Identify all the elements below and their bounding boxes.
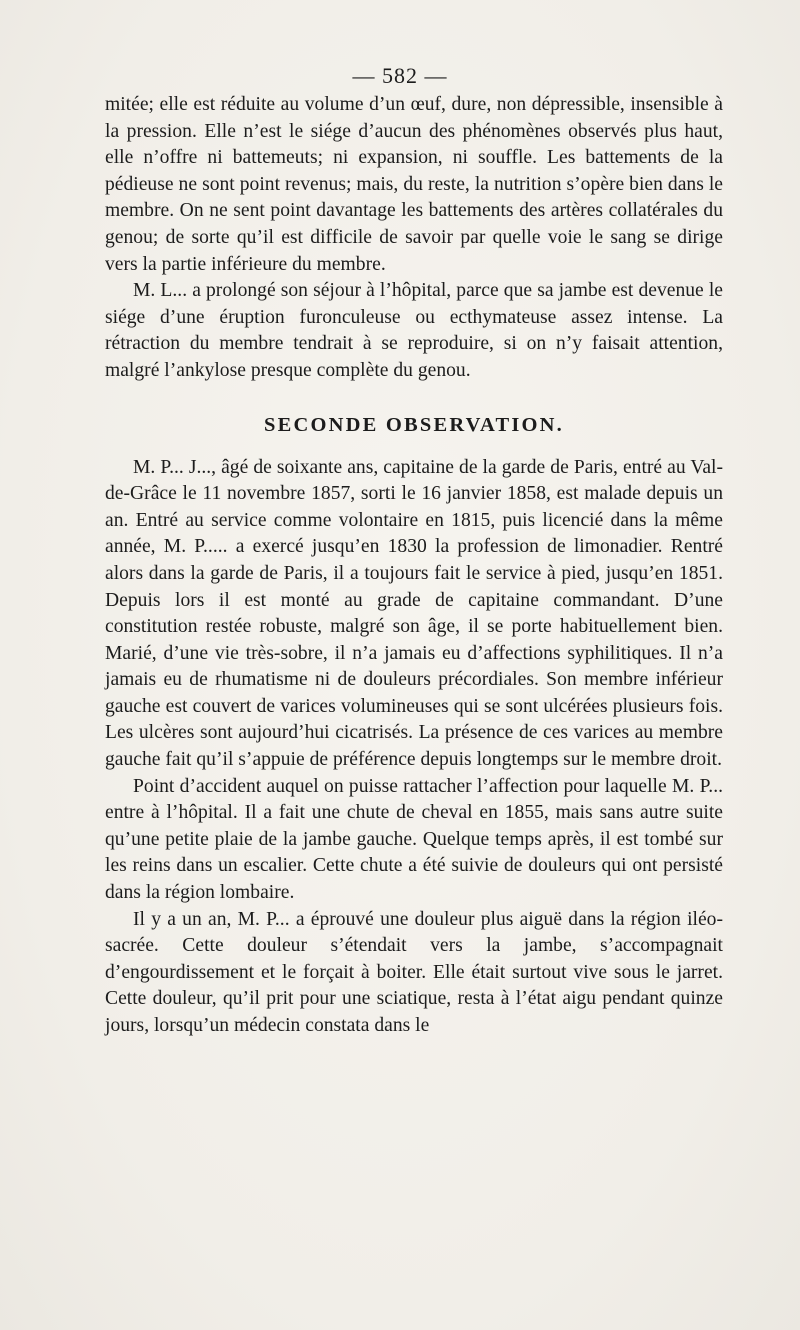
- page-body: [105, 92, 723, 1040]
- paragraph: Il y a un an, M. P... a éprouvé une douleur plus aiguë dans la région iléo-sacrée. Cette douleur s’étendait vers la jambe, s’accompagnait d’engourdissement et le forçait à boiter. Elle était surtout vive sous le jarret. Cette douleur, qu’il prit pour une sciatique, resta à l’état aigu pendant quinze jours, lorsqu’un médecin constata dans le: [105, 908, 723, 1036]
- paragraph: M. L... a prolongé son séjour à l’hôpital, parce que sa jambe est devenue le siége d’une éruption furonculeuse ou ecthymateuse assez intense. La rétraction du membre tendrait à se reproduire, si on n’y faisait attention, malgré l’ankylose presque complète du genou.: [105, 280, 723, 381]
- section-heading: SECONDE OBSERVATION.: [264, 413, 564, 436]
- paragraph: Point d’accident auquel on puisse rattacher l’affection pour laquelle M. P... entre à l’hôpital. Il a fait une chute de cheval en 1855, mais sans autre suite qu’une petite plaie de la jambe gauche. Quelque temps après, il est tombé sur les reins dans un escalier. Cette chute a été suivie de douleurs qui ont persisté dans la région lombaire.: [105, 775, 723, 904]
- paragraph-continued: mitée; elle est réduite au volume d’un œuf, dure, non dépressible, insensible à la pression. Elle n’est le siége d’aucun des phénomènes observés plus haut, elle n’offre ni battemeuts; ni expansion, ni souffle. Les battements de la pédieuse ne sont point revenus; mais, du reste, la nutrition s’opère bien dans le membre. On ne sent point davantage les battements des artères collatérales du genou; de sorte qu’il est difficile de savoir par quelle voie le sang se dirige vers la partie inférieure du membre.: [105, 94, 723, 275]
- paragraph: M. P... J..., âgé de soixante ans, capitaine de la garde de Paris, entré au Val-de-Grâce le 11 novembre 1857, sorti le 16 janvier 1858, est malade depuis un an. Entré au service comme volontaire en 1815, puis licencié dans la même année, M. P..... a exercé jusqu’en 1830 la profession de limonadier. Rentré alors dans la garde de Paris, il a toujours fait le service à pied, jusqu’en 1851. Depuis lors il est monté au grade de capitaine commandant. D’une constitution restée robuste, malgré son âge, il se porte habituellement bien. Marié, d’une vie très-sobre, il n’a jamais eu d’affections syphilitiques. Il n’a jamais eu de rhumatisme ni de douleurs précordiales. Son membre inférieur gauche est couvert de varices volumineuses qui se sont ulcérées plusieurs fois. Les ulcères sont aujourd’hui cicatrisés. La présence de ces varices au membre gauche fait qu’il s’appuie de préférence depuis longtemps sur le membre droit.: [105, 456, 723, 771]
- page-number: — 582 —: [352, 63, 448, 88]
